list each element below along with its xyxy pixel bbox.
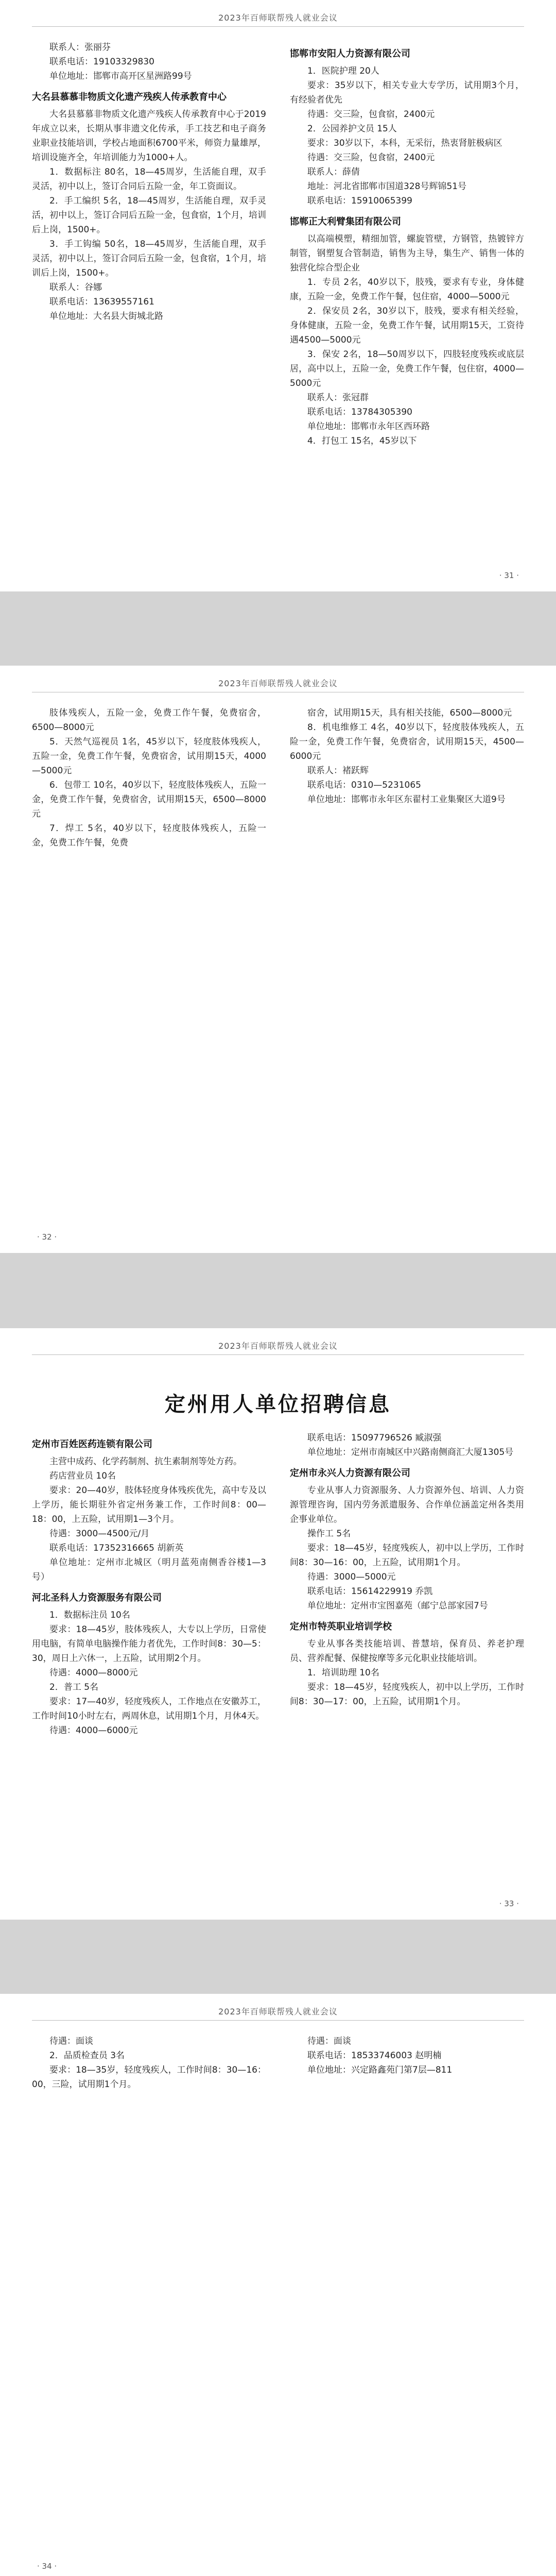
body-paragraph: 2．公园养护文员 15人 — [307, 124, 397, 134]
page-31 — [0, 0, 556, 591]
body-paragraph: 单位地址：大名县大街城北路 — [49, 311, 163, 321]
company-heading: 定州市特英职业培训学校 — [290, 1621, 392, 1632]
page-number: · 34 · — [37, 2562, 57, 2571]
body-paragraph: 8．机电维修工 4名，40岁以下，轻度肢体残疾人，五险一金，免费工作午餐，免费宿舍，试用期15天，4500—6000元 — [290, 722, 524, 761]
column-left — [32, 40, 266, 448]
body-paragraph: 待遇：3000—5000元 — [307, 1572, 396, 1582]
running-head: 2023年百师联帮残人就业会议 — [32, 677, 524, 692]
company-heading: 定州市永兴人力资源有限公司 — [290, 1468, 410, 1479]
body-paragraph: 4．打包工 15名，45岁以下 — [307, 436, 417, 446]
body-paragraph: 1．专员 2名，40岁以下，肢残，要求有专业，身体健康，五险一金，免费工作午餐，包住宿，4000—5000元 — [290, 277, 524, 302]
section-title: 定州用人单位招聘信息 — [165, 1392, 391, 1416]
page-32 — [0, 666, 556, 1253]
body-paragraph: 地址：河北省邯郸市国道328号辉锦51号 — [307, 181, 467, 192]
body-paragraph: 联系人：张冠群 — [307, 393, 369, 403]
company-heading: 定州市百姓医药连锁有限公司 — [32, 1439, 152, 1450]
body-paragraph: 联系电话：13784305390 — [307, 407, 412, 417]
body-paragraph: 2．普工 5名 — [49, 1682, 99, 1692]
body-paragraph: 要求：17—40岁，轻度残疾人，工作地点在安徽苏工，工作时间10小时左右，两周休息，试用期1个月，月休4天。 — [32, 1697, 266, 1721]
body-paragraph: 要求：18—45岁，肢体残疾人，大专以上学历，日常使用电脑，有简单电脑操作能力者优先，工作时间8：30—5：30，周日上六休一，上五险，试用期2个月。 — [32, 1624, 266, 1664]
column-right — [290, 2034, 524, 2092]
body-paragraph: 1．数据标注 80名，18—45周岁，生活能自理，双手灵活，初中以上，签订合同后五险一金，年工资面议。 — [32, 167, 266, 192]
company-heading: 大名县慕慕非物质文化遗产残疾人传承教育中心 — [32, 92, 227, 103]
company-heading: 邯郸市安阳人力资源有限公司 — [290, 48, 410, 59]
page-number: · 31 · — [499, 571, 519, 580]
body-paragraph: 要求：18—45岁，轻度残疾人，初中以上学历，工作时间8：30—17：00，上五险，试用期1个月。 — [290, 1682, 524, 1707]
body-paragraph: 要求：35岁以下，相关专业大专学历，试用期3个月，有经验者优先 — [290, 80, 524, 105]
body-paragraph: 联系电话：17352316665 胡新英 — [49, 1543, 184, 1553]
page-34 — [0, 1994, 556, 2576]
body-paragraph: 待遇：交三险，包食宿，2400元 — [307, 109, 435, 120]
page-33 — [0, 1328, 556, 1920]
body-paragraph: 待遇：4000—8000元 — [49, 1668, 138, 1678]
running-head: 2023年百师联帮残人就业会议 — [32, 1340, 524, 1355]
body-paragraph: 单位地址：定州市南城区中兴路南侧商汇大厦1305号 — [307, 1447, 514, 1458]
body-paragraph: 1．培训助理 10名 — [307, 1668, 379, 1678]
body-paragraph: 待遇：面谈 — [49, 2036, 93, 2046]
column-left — [32, 706, 266, 850]
body-paragraph: 联系电话：18533746003 赵明楠 — [307, 2050, 442, 2061]
body-paragraph: 联系电话：15910065399 — [307, 196, 412, 206]
body-paragraph: 2．保安员 2名，30岁以下，肢残，要求有相关经验，身体健康，五险一金，免费工作午餐，试用期15天，工资待遇4500—5000元 — [290, 306, 524, 345]
running-head: 2023年百师联帮残人就业会议 — [32, 2005, 524, 2021]
body-paragraph: 宿舍，试用期15天，具有相关技能，6500—8000元 — [307, 708, 512, 718]
body-paragraph: 6．包带工 10名，40岁以下，轻度肢体残疾人，五险一金，免费工作午餐，免费宿舍，试用期15天，6500—8000元 — [32, 780, 266, 819]
body-paragraph: 1．医院护理 20人 — [307, 66, 379, 76]
column-left — [32, 2034, 266, 2092]
column-left — [32, 1431, 266, 1738]
body-paragraph: 单位地址：邯郸市高开区星洲路99号 — [49, 71, 192, 81]
body-paragraph: 3．保安 2名，18—50周岁以下，四肢轻度残疾或底层居，高中以上，五险一金，免费工作午餐，包住宿，4000—5000元 — [290, 349, 524, 388]
body-paragraph: 2．手工编织 5名，18—45周岁，生活能自理，双手灵活，初中以上，签订合同后五险一金，包食宿，1个月，培训后上岗，1500+。 — [32, 196, 266, 235]
body-paragraph: 单位地址：邯郸市永年区西环路 — [307, 421, 430, 432]
body-paragraph: 5．天然气巡视员 1名，45岁以下，轻度肢体残疾人，五险一金，免费工作午餐，免费宿舍，试用期15天，4000—5000元 — [32, 737, 266, 776]
body-paragraph: 单位地址：兴定路鑫苑门第7层—811 — [307, 2065, 453, 2075]
body-paragraph: 联系电话：0310—5231065 — [307, 780, 421, 790]
company-heading: 河北圣科人力资源服务有限公司 — [32, 1592, 162, 1603]
body-paragraph: 要求：18—35岁，轻度残疾人，工作时间8：30—16：00，三险，试用期1个月。 — [32, 2065, 266, 2090]
body-paragraph: 待遇：4000—6000元 — [49, 1725, 138, 1736]
body-paragraph: 联系人：褚跃辉 — [307, 766, 369, 776]
body-paragraph: 联系电话：15614229919 乔凯 — [307, 1586, 433, 1597]
column-right — [290, 1431, 524, 1738]
body-paragraph: 专业从事各类技能培训、普慧培，保育员、养老护理员、营养配餐、保健按摩等多元化职业技能培训。 — [290, 1639, 524, 1664]
body-paragraph: 单位地址：定州市北城区（明月蓝苑南侧香谷楼1—3号） — [32, 1557, 266, 1582]
body-paragraph: 联系人：谷娜 — [49, 282, 102, 293]
body-paragraph: 要求：30岁以下，本科，无采衍，热衷肾脏极病区 — [307, 138, 502, 148]
body-paragraph: 以高端模塑，精细加管，螺旋管壁，方钢管，热镀锌方制管，钢塑复合管制造，销售为主导，集生产、销售一体的独营化综合型企业 — [290, 234, 524, 273]
body-paragraph: 专业从事人力资源服务、人力资源外包、培训、人力资源管理咨询，国内劳务派遣服务、合作单位涵盖定州各类用企事业单位。 — [290, 1485, 524, 1524]
body-paragraph: 待遇：交三险，包食宿，2400元 — [307, 152, 435, 163]
body-paragraph: 3．手工钩编 50名，18—45周岁，生活能自理，双手灵活，初中以上，签订合同后五险一金，包食宿，1个月，培训后上岗，1500+。 — [32, 239, 266, 278]
body-paragraph: 要求：18—45岁，轻度残疾人，初中以上学历，工作时间8：30—16：00，上五险，试用期1个月。 — [290, 1543, 524, 1568]
body-paragraph: 1．数据标注员 10名 — [49, 1610, 130, 1620]
body-paragraph: 联系电话：15097796526 臧淑强 — [307, 1433, 442, 1443]
body-paragraph: 药店营业员 10名 — [49, 1471, 116, 1481]
body-paragraph: 肢体残疾人，五险一金，免费工作午餐，免费宿舍，6500—8000元 — [32, 708, 266, 733]
page-number: · 33 · — [499, 1899, 519, 1908]
body-paragraph: 联系人：张丽芬 — [49, 42, 111, 53]
body-paragraph: 操作工 5名 — [307, 1529, 351, 1539]
body-paragraph: 大名县慕慕非物质文化遗产残疾人传承教育中心于2019年成立以来，长期从事非遗文化传承，手工技艺和电子商务业职业技能培训，学校占地面积6700平米，师资力量雄厚，培训设施齐全，年培训能力为1000+人。 — [32, 109, 266, 163]
body-paragraph: 要求：20—40岁，肢体轻度身体残疾优先，高中专及以上学历，能长期驻外省定州务兼工作，工作时间8：00—18：00，上五险，试用期1—3个月。 — [32, 1485, 266, 1524]
body-paragraph: 单位地址：定州市宝图嘉苑（邮宁总部家园7号 — [307, 1601, 488, 1611]
body-paragraph: 联系电话：19103329830 — [49, 57, 154, 67]
column-right — [290, 706, 524, 850]
body-paragraph: 2．品质检查员 3名 — [49, 2050, 125, 2061]
body-paragraph: 待遇：3000—4500元/月 — [49, 1529, 150, 1539]
page-number: · 32 · — [37, 1232, 57, 1242]
body-paragraph: 待遇：面谈 — [307, 2036, 351, 2046]
column-right — [290, 40, 524, 448]
body-paragraph: 主营中成药、化学药制剂、抗生素制剂等处方药。 — [49, 1456, 242, 1467]
body-paragraph: 联系人：薛倩 — [307, 167, 360, 177]
body-paragraph: 联系电话：13639557161 — [49, 297, 154, 307]
body-paragraph: 7．焊工 5名，40岁以下，轻度肢体残疾人，五险一金，免费工作午餐，免费 — [32, 823, 266, 848]
company-heading: 邯郸正大利臂集团有限公司 — [290, 216, 401, 227]
running-head: 2023年百师联帮残人就业会议 — [32, 11, 524, 27]
body-paragraph: 单位地址：邯郸市永年区东翟村工业集聚区大道9号 — [307, 794, 506, 805]
